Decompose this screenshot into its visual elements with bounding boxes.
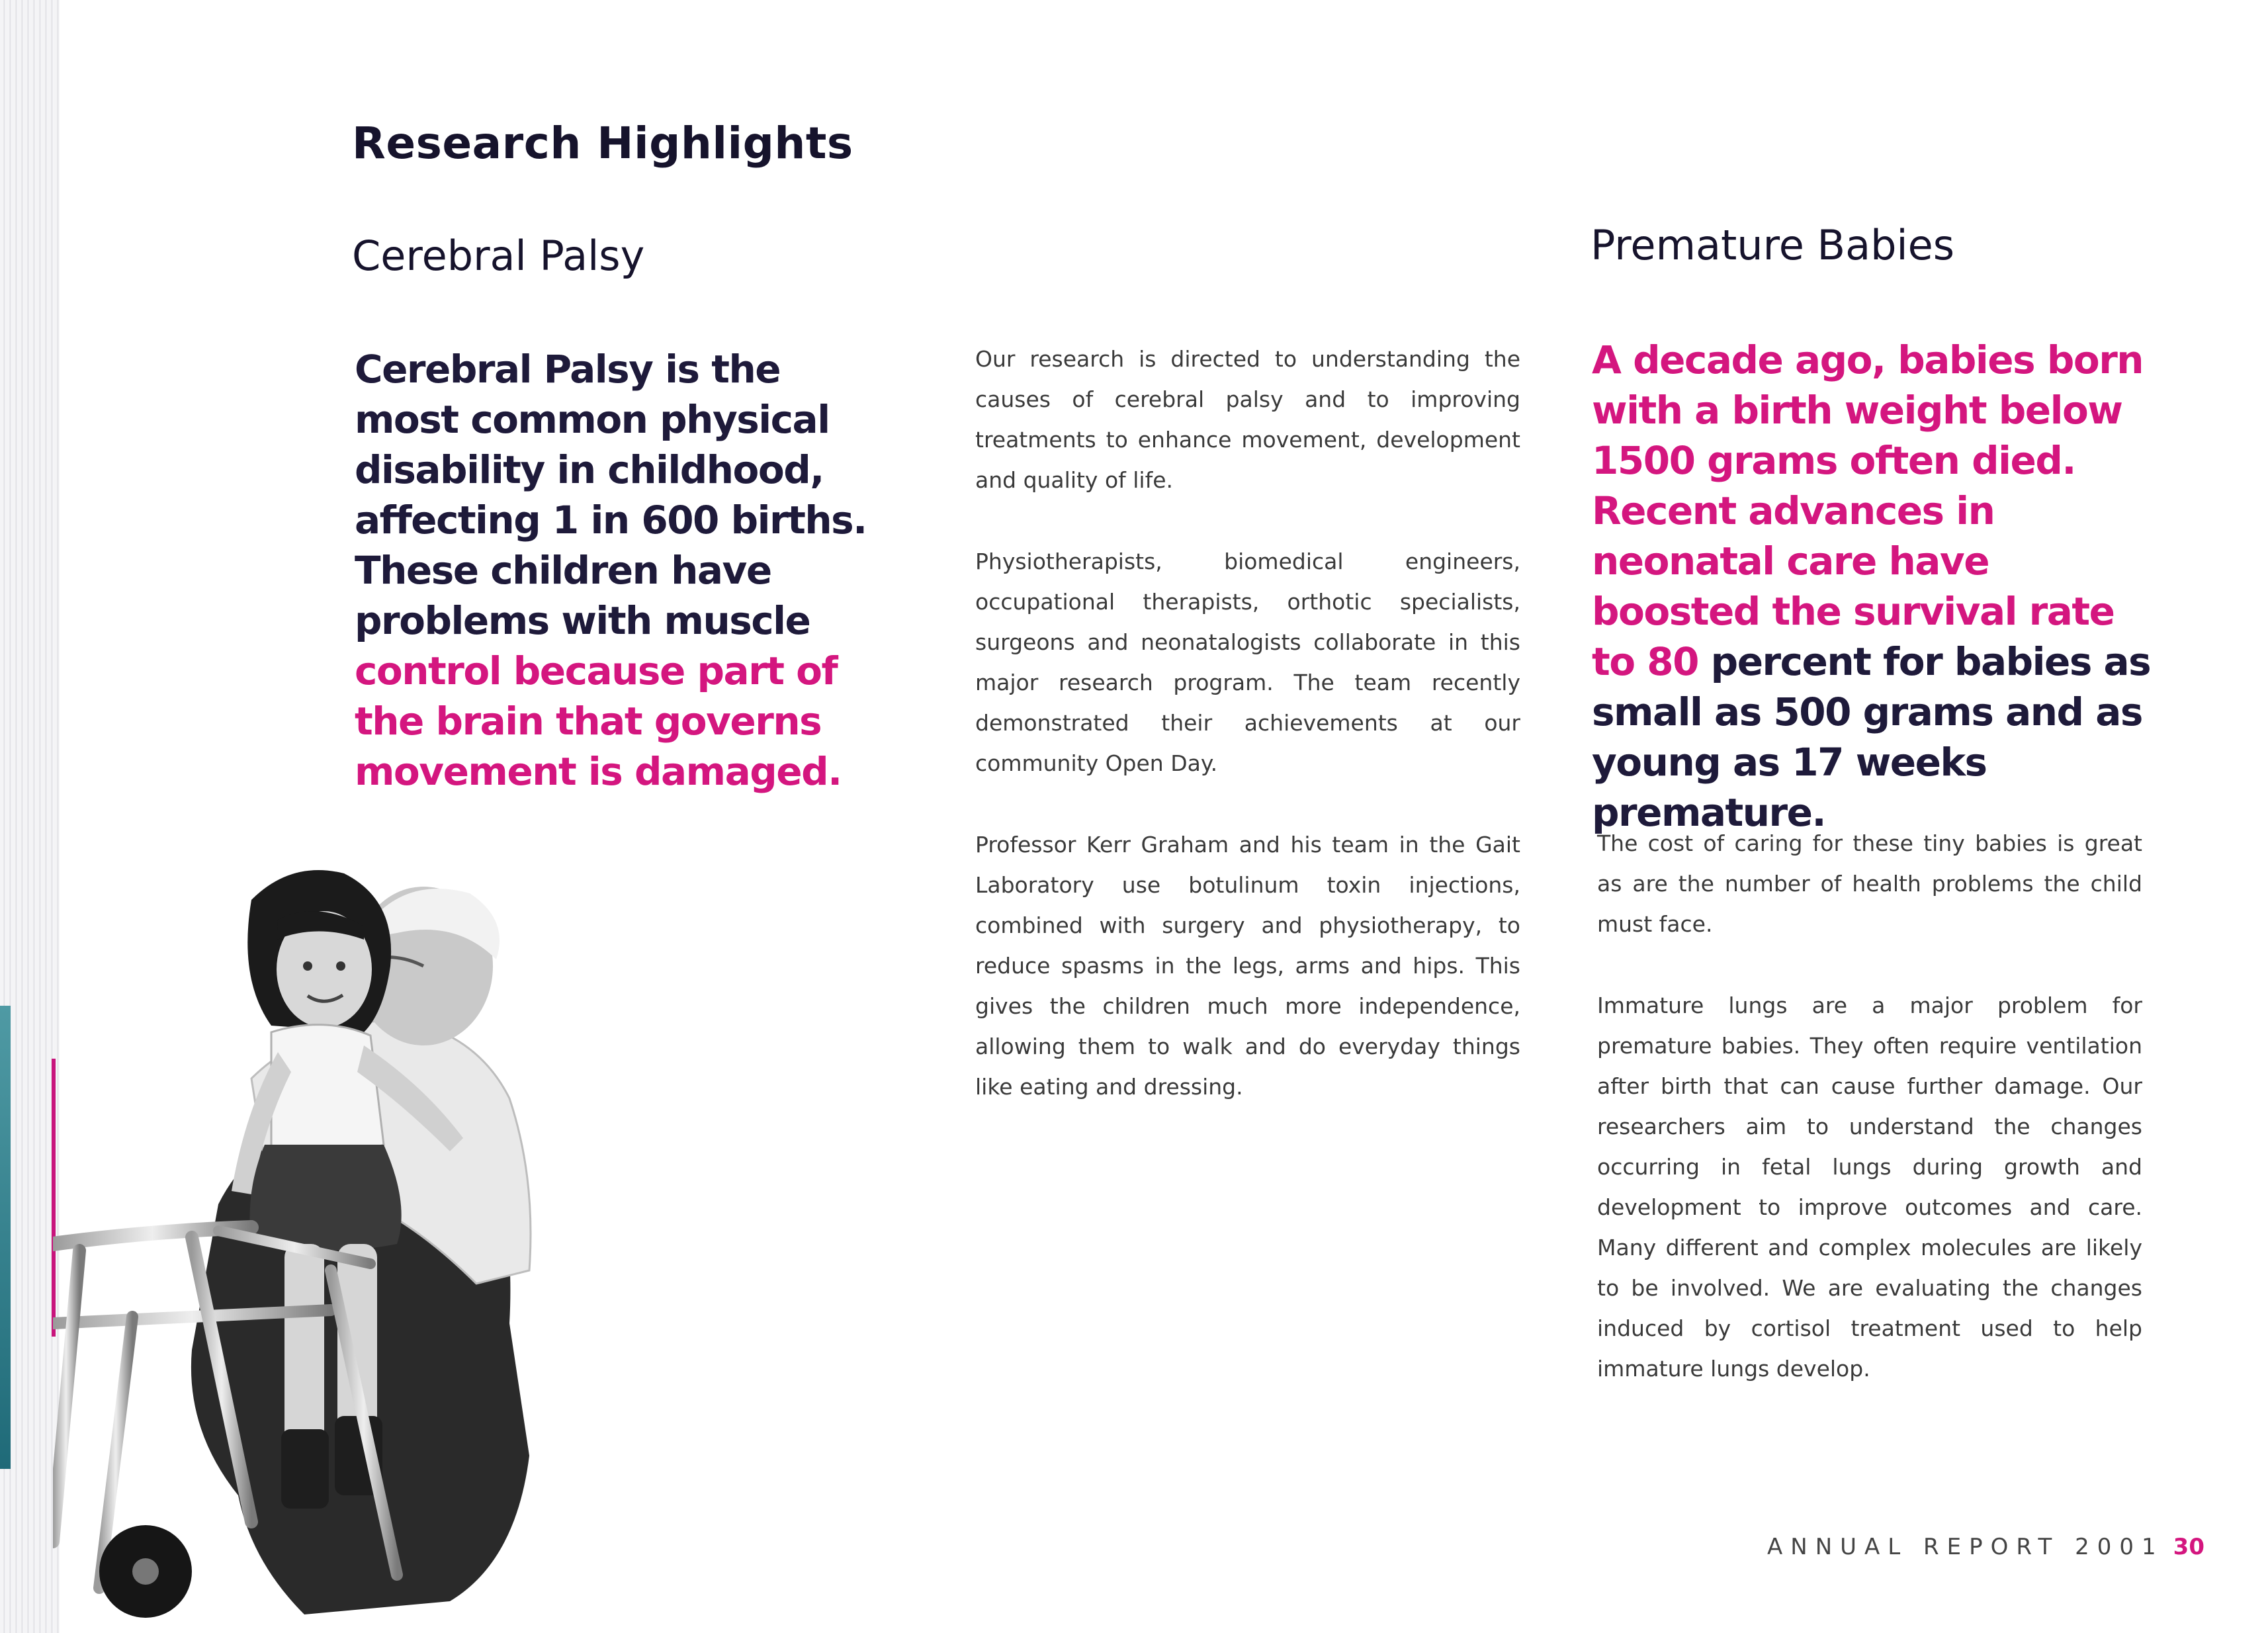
- report-label: ANNUAL REPORT 2001: [1767, 1534, 2164, 1560]
- page-footer: [1767, 1534, 2204, 1560]
- lead-pink-text: A decade ago, babies born with a birth weight below 1500 grams often died. Recent advances in neonatal care have boosted the survival rate to 80: [1592, 337, 2144, 684]
- body-paragraph: The cost of caring for these tiny babies is great as are the number of health problems the child must face.: [1597, 830, 2142, 937]
- page-number: 30: [2173, 1534, 2204, 1560]
- cerebral-palsy-lead: [355, 344, 884, 797]
- lead-pink-text: control because part of the brain that governs movement is damaged.: [355, 648, 842, 794]
- lead-dark-text: percent for babies as small as 500 grams and as young as 17 weeks premature.: [1592, 639, 2151, 835]
- body-paragraph: Physiotherapists, biomedical engineers, occupational therapists, orthotic specialists, surgeons and neonatalogists collaborate in this major research program. The team recently demonstrated their achievements at our community Open Day.: [975, 549, 1520, 776]
- cerebral-palsy-title: Cerebral Palsy: [352, 232, 645, 280]
- therapist-child-walker-photo: [53, 860, 648, 1633]
- premature-babies-lead: [1592, 335, 2167, 838]
- cerebral-palsy-body: [975, 339, 1520, 1148]
- premature-babies-body: [1597, 823, 2142, 1430]
- adjacent-page-edge: [0, 1006, 11, 1469]
- body-paragraph: Our research is directed to understanding the causes of cerebral palsy and to improving treatments to enhance movement, development and quality of life.: [975, 346, 1520, 493]
- premature-babies-title: Premature Babies: [1591, 221, 1955, 269]
- body-paragraph: Professor Kerr Graham and his team in the Gait Laboratory use botulinum toxin injections, combined with surgery and physiotherapy, to reduce spasms in the legs, arms and hips. This gives the children much more independence, allowing them to walk and do everyday things like eating and dressing.: [975, 832, 1520, 1100]
- lead-dark-text: Cerebral Palsy is the most common physical disability in childhood, affecting 1 in 600 births. These children have problems with muscle: [355, 347, 867, 643]
- body-paragraph: Immature lungs are a major problem for premature babies. They often require ventilation after birth that can cause further damage. Our researchers aim to understand the changes occurring in fetal lungs during growth and development to improve outcomes and care. Many different and complex molecules are likely to be involved. We are evaluating the changes induced by cortisol treatment used to help immature lungs develop.: [1597, 993, 2142, 1382]
- section-title: Research Highlights: [352, 118, 853, 169]
